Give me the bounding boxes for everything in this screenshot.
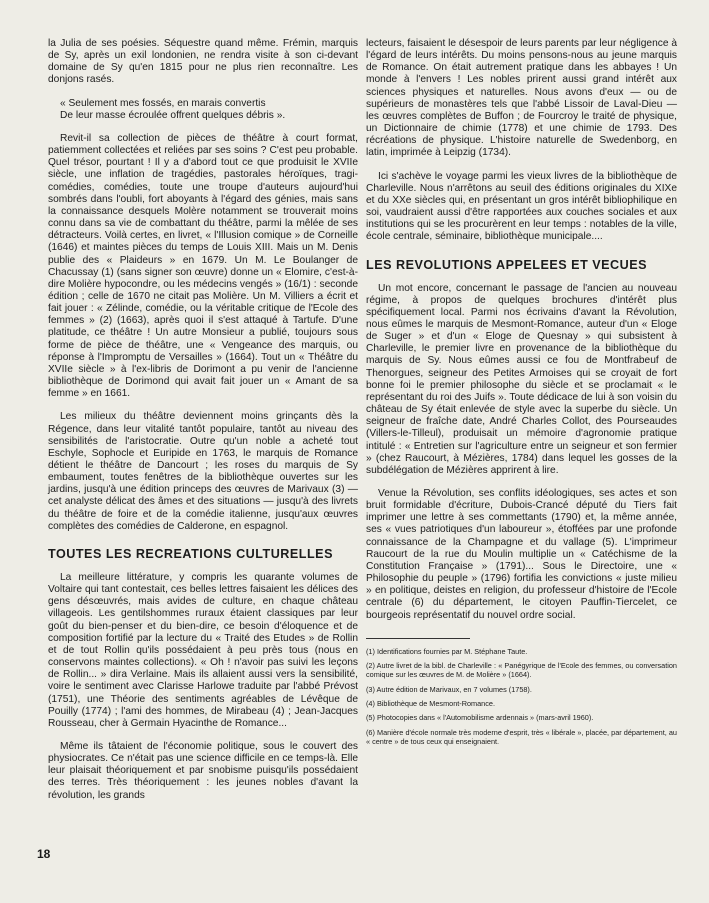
paragraph-milieux: Les milieux du théâtre deviennent moins grinçants dès la Régence, dans leur vitalité tantôt populaire, tantôt au niveau des sensibilités de l'aristocratie. Outre qu'un noble a acheté tout Eschyle, Sophocle et Euripide en 1763, le marquis de Romance détient le théâtre de Dancourt ; les roses du marquis de Sy embaument, toutes fenêtres de la bibliothèque ouvertes sur les jardins, jusqu'à une édition princeps des œuvres de Marivaux (3) — cet analyste délicat des âmes et des situations — jusqu'à des livrets du théâtre de foire et de la comédie italienne, jusqu'aux œuvres complètes des comédies de Calderone, en espagnol. xyxy=(48,411,358,532)
paragraph-economie: Même ils tâtaient de l'économie politique, sous le couvert des physiocrates. Ce n'était pas une science difficile en ce temps-là. Elle leur plaisait théoriquement et par snobisme puisqu'ils possédaient des terres. Très théoriquement : les jeunes nobles d'avant la révolution, les grands xyxy=(48,740,358,801)
section-heading-revolutions: LES REVOLUTIONS APPELEES ET VECUES xyxy=(366,257,648,272)
footnote: (3) Autre édition de Marivaux, en 7 volumes (1758). xyxy=(366,684,532,694)
footnote: (2) Autre livret de la bibl. de Charleville : « Panégyrique de l'Ecole des femmes, ou conversation comique sur les œuvres de M. de Molière » (1664). xyxy=(366,661,677,680)
paragraph-theatre: Revit-il sa collection de pièces de théâtre à court format, patiemment collectées et reliées par ses soins ? C'est peu probable. Quel trésor, pourtant ! Il y a d'abord tout ce que produisit le XVIIe siècle, une inflation de tragédies, pastorales héroïques, tragi-comédies, comédies, toute une troupe d'auteurs aujourd'hui sombrés dans l'oubli, fort aboyants à l'égard des génies, mais sans la connaissance desquels Molère notamment se trouverait moins connu dans sa vie de combattant du théâtre, parmi la mêlée de ses détracteurs. Voilà certes, en livret, « l'Illusion comique » de Corneille (1646) et maintes pièces du temps de Louis XIII. Mais un M. Denis publie des « Plaideurs » en 1679. Un M. Le Boulanger de Chacussay (1) (sans signer son œuvre) donne un « Elomire, c'est-à-dire Molière hypocondre, ou les médecins vengés » (16/1) : seconde édition ; celle de 1670 ne citait pas Molière. Un M. Villiers a écrit et fait jouer : « Zélinde, comédie, ou la véritable critique de l'Ecole des femmes » (2) (1663), après quoi il s'est attaqué à Tartufe. D'une platitude, ce théâtre ! Un autre Monsieur a publié, toujours sous forme de pièce de théâtre, une « Vengeance des marquis, ou réponse à l'Impromptu de Versailles » (1664). Tout un « Théâtre du XVIIe siècle » à l'ex-libris de Dorimont a pu venir de l'ancienne bibliothèque de Dorimond qui avait fait jouer un « Amant de sa femme » en 1661. xyxy=(48,132,358,400)
paragraph-venue: Venue la Révolution, ses conflits idéologiques, ses actes et son bruit formidable d'écriture, Dubois-Crancé député du Tiers fait imprimer une lettre à ses commettants (1790) et, la même année, ses « vues patriotiques d'un laboureur », étoffées par une profonde connaissance de la Champagne et du vallage (5). L'imprimeur Raucourt de la rue du Moulin multiplie un « Catéchisme de la Constitution Française » (1791)... Sous le Directoire, une « Philosophie du peuple » (1796) fortifia les convictions « juste milieu » en politique, deistes en religion, du professeur d'histoire de l'Ecole centrale (6) du département, le citoyen Pauffin-Tiercelet, ce bourgeois représentatif du nouvel ordre social. xyxy=(366,488,677,621)
footnote: (6) Manière d'école normale très moderne d'esprit, très « libérale », placée, par département, au « centre » de tous ceux qui enseignaient. xyxy=(366,727,677,746)
section-heading-recreations: TOUTES LES RECREATIONS CULTURELLES xyxy=(48,546,333,561)
footnote: (5) Photocopies dans « l'Automobilisme ardennais » (mars-avril 1960). xyxy=(366,713,594,723)
footnotes xyxy=(366,647,677,746)
footnote: (4) Bibliothèque de Mesmont-Romance. xyxy=(366,698,495,708)
paragraph-lecteurs: lecteurs, faisaient le désespoir de leurs parents par leur négligence à l'égard de leurs intérêts. Du moins pensons-nous au jeune marquis de Romance. On était autrement pratique dans les abbayes ! Un monde à l'envers ! Les nobles prirent aussi grand intérêt aux sciences physiques et naturelles. Nous avons d'eux — ou de supérieurs de monastères tels que l'abbé Lissoir de Laval-Dieu — les œuvres complètes de Buffon ; de Fourcroy le traité de physique, un Dictionnaire de chimie (1778) et une chimie de 1793. Des récréations de physique. L'histoire naturelle de Swedenborg, en latin, imprimée à Leipzig (1734). xyxy=(366,38,677,159)
paragraph-mot: Un mot encore, concernant le passage de l'ancien au nouveau régime, à propos de quelques brochures d'intérêt plus spécifiquement local. Parmi nos écrivains d'avant la Révolution, nous eûmes le marquis de Mesmont-Romance, auteur d'un « Eloge de Suger » et d'un « Eloge de Quesnay » qui subsistent à Charleville, le premier livre en provenance de la bibliothèque du marquis de Sy. Nous eûmes aussi ce fou de Montfrabeuf de Thenorgues, seigneur des Petites Armoises qui se croyait de fort bonne foi le premier philosophe du siècle et se proclamait « le représentant du roi des Juifs ». Toute dédicace de lui à son voisin du château de Sy était enlevée de style avec la superbe du siècle. Un seigneur de fraîche date, André Charles Collot, des Pourseaudes (Villers-le-Tilleul), produisait un mémoire d'agronomie pratique intitulé : « Entretien sur l'agriculture entre un seigneur et son fermier » (chez Raucourt, à Mézières, 1784) dans lequel les gosses de la subdélégation de Mézières apprirent à lire. xyxy=(366,282,677,476)
intro-paragraph: la Julia de ses poésies. Séquestre quand même. Frémin, marquis de Sy, après un exil londonien, ne rendra visite à son ci-devant domaine de Sy qu'en 1815 pour ne plus rien reconnaître. Les donjons rasés. xyxy=(48,38,358,86)
paragraph-litterature: La meilleure littérature, y compris les quarante volumes de Voltaire qui tant contestait, ces belles lettres faisaient les délices des gens désœuvrés, mais avides de culture, en chaque château villageois. Les gentilshommes ruraux étaient classiques par leur goût du bien-penser et du bien-dire, ce besoin d'éloquence et de composition fortifié par la lecture du « Traité des Etudes » de Rollin et de tout Rollin qu'ils possédaient à peu près tous (nous en conservons maintes collections). « Oh ! n'avoir pas suivi les leçons de Rollin... » dira Verlaine. Mais ils allaient aussi vers la sensibilité, voire le sentiment avec Clarisse Harlowe traduite par l'abbé Prévost (1751), une Théorie des sentiments agréables de Lévêque de Pouilly (1774) ; l'ami des hommes, de Mirabeau (4) ; Jean-Jacques Rousseau, cher à Germain Hyacinthe de Romance... xyxy=(48,571,358,729)
verse-line: De leur masse écroulée offrent quelques débris ». xyxy=(60,109,286,121)
footnote-divider xyxy=(366,638,470,639)
verse-line: « Seulement mes fossés, en marais convertis xyxy=(60,97,266,109)
footnote: (1) Identifications fournies par M. Stéphane Taute. xyxy=(366,646,528,656)
paragraph-voyage: Ici s'achève le voyage parmi les vieux livres de la bibliothèque de Charleville. Nous n'arrêtons au seuil des éditions originales du XIXe et du XXe siècles qui, en présentant un gros intérêt bibliophilique en soi, vaudraient aussi d'être rapportées aux couches sociales et aux institutions qui se les procurèrent en leur temps : notables de la ville, école centrale, séminaire, bibliothèque municipale.... xyxy=(366,170,677,243)
left-column xyxy=(48,38,358,813)
page-number: 18 xyxy=(37,847,51,861)
right-column xyxy=(366,38,677,751)
verse-quote xyxy=(60,98,358,122)
